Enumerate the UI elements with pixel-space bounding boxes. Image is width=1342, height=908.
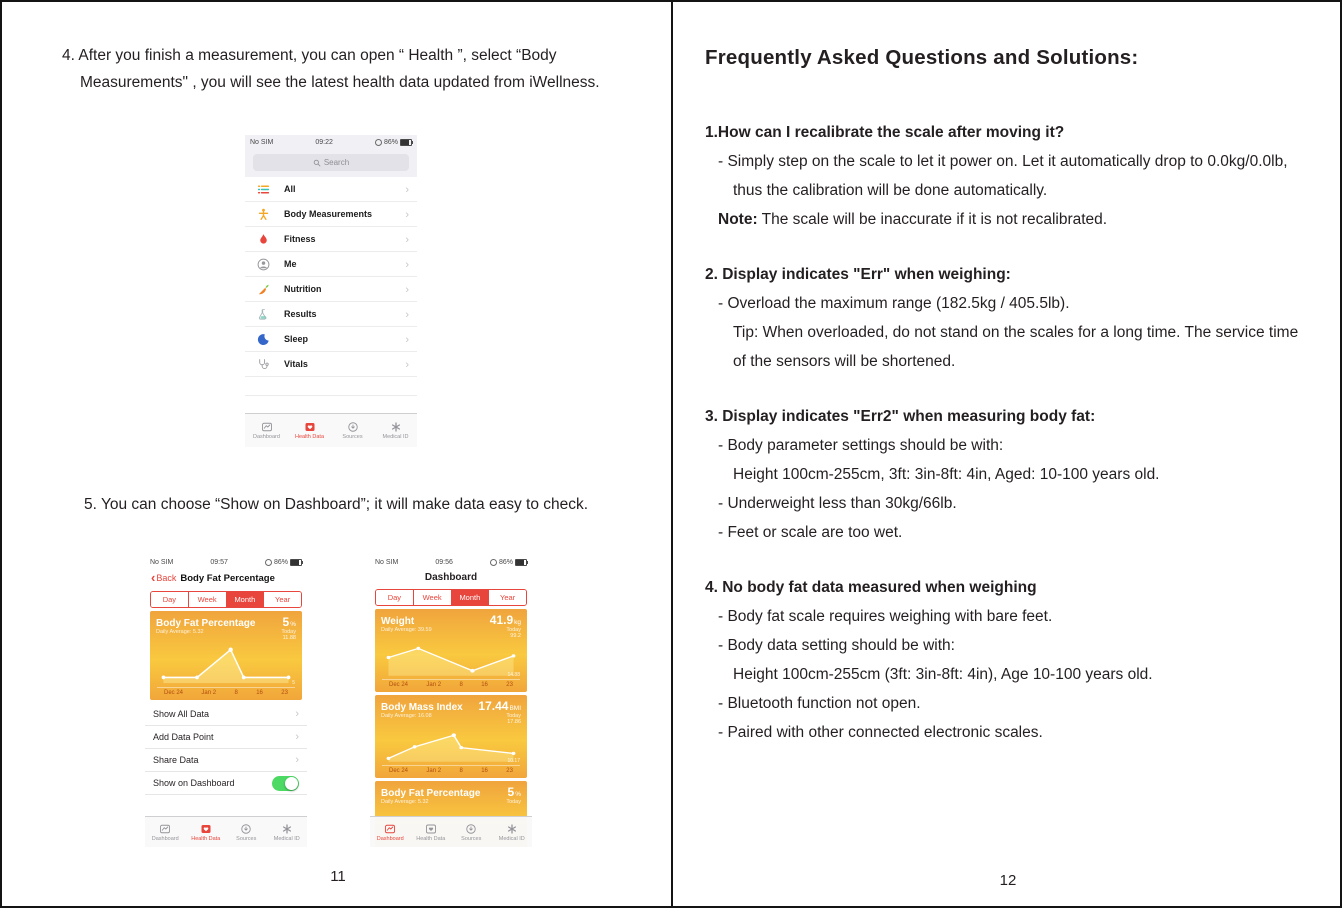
flame-icon [257,232,271,246]
faq-q4-heading: 4. No body fat data measured when weighing [705,579,1037,596]
screen-title: Dashboard [424,572,478,583]
menu-show-on-dashboard: Show on Dashboard [145,772,307,795]
status-bar [245,135,417,150]
faq-line: - Overload the maximum range (182.5kg / 405.5lb). [718,295,1070,312]
battery-percent: 86% [273,558,288,566]
health-app-screenshot [245,135,417,447]
axis-max: 11.88 [282,635,296,641]
list-item-results[interactable]: Results › [245,302,417,327]
list-icon [257,182,271,196]
tab-medical-id[interactable]: Medical ID [267,817,308,847]
faq-line: - Paired with other connected electronic scales. [718,724,1043,741]
bodyfat-chart-card: Body Fat Percentage 5 % Daily Average: 5.32 Today 11.88 5 Dec 24 Jan 2 8 16 23 [150,611,302,700]
tab-sources[interactable]: Sources [451,817,492,847]
segment-year[interactable]: Year [488,590,526,605]
dashboard-screenshot [370,555,532,847]
list-item-vitals[interactable]: Vitals › [245,352,417,377]
sources-icon [240,823,252,835]
clock-label: 09:56 [435,558,453,566]
status-bar [145,555,307,569]
faq-q1-heading: 1.How can I recalibrate the scale after moving it? [705,124,1065,141]
stethoscope-icon [257,357,271,371]
segment-day[interactable]: Day [151,592,188,607]
nav-bar [145,569,307,588]
axis-min: 5 [292,680,295,686]
tab-health-data[interactable]: Health Data [288,414,331,447]
status-bar [370,555,532,569]
faq-line: - Simply step on the scale to let it power on. Let it automatically drop to 0.0kg/0.0lb, [718,153,1288,170]
chevron-right-icon [405,280,409,298]
tab-dashboard[interactable]: Dashboard [145,817,186,847]
moon-icon [257,332,271,346]
search-input[interactable] [253,154,409,171]
faq-q3-heading: 3. Display indicates "Err2" when measuring body fat: [705,408,1096,425]
medical-id-icon [506,823,518,835]
list-item-all[interactable]: All › [245,177,417,202]
segment-day[interactable]: Day [376,590,413,605]
battery-percent: 86% [383,139,398,146]
tab-health-data[interactable]: Health Data [411,817,452,847]
dashboard-icon [159,823,171,835]
battery-icon [400,139,412,146]
rotation-lock-icon [490,559,497,566]
tab-bar [245,413,417,447]
health-data-icon [425,823,437,835]
tab-medical-id[interactable]: Medical ID [492,817,533,847]
faq-line: Note: The scale will be inaccurate if it is not recalibrated. [718,211,1108,228]
instruction-step-4 [62,42,600,96]
dashboard-icon [261,421,273,433]
segment-month[interactable]: Month [226,592,264,607]
list-item-body-measurements[interactable]: Body Measurements › [245,202,417,227]
x-axis-labels: Dec 24 Jan 2 8 16 23 [157,687,295,698]
battery-percent: 86% [498,558,513,566]
faq-body [705,118,1333,747]
period-segmented-control [375,589,527,606]
bodyfat-line-chart [156,643,296,687]
tab-bar [145,816,307,847]
faq-line: - Body parameter settings should be with: [718,437,1004,454]
chevron-right-icon [405,230,409,248]
faq-line: - Body data setting should be with: [718,637,955,654]
search-icon [313,159,321,167]
step4-line2: Measurements" , you will see the latest health data updated from iWellness. [80,74,600,91]
body-icon [257,207,271,221]
bmi-line-chart: 10.17 [381,727,521,765]
today-label: Today [281,629,296,635]
chevron-left-icon: ‹ [151,570,156,586]
chevron-right-icon [295,709,299,720]
back-button[interactable]: ‹ Back [151,570,177,586]
person-circle-icon [257,257,271,271]
health-data-icon [200,823,212,835]
chevron-right-icon [405,255,409,273]
carrier-label: No SIM [375,558,399,566]
list-item-me[interactable]: Me › [245,252,417,277]
medical-id-icon [281,823,293,835]
menu-show-all-data[interactable]: Show All Data › [145,703,307,726]
menu-add-data-point[interactable]: Add Data Point › [145,726,307,749]
sources-icon [347,421,359,433]
tab-medical-id[interactable]: Medical ID [374,414,417,447]
tab-bar [370,816,532,847]
faq-line: - Body fat scale requires weighing with bare feet. [718,608,1053,625]
flask-icon [257,307,271,321]
section-separator [245,395,417,396]
list-item-nutrition[interactable]: Nutrition › [245,277,417,302]
card-value: 5 [282,615,290,629]
page-divider [671,2,673,906]
bodyfat-screenshot [145,555,307,847]
sources-icon [465,823,477,835]
x-axis-labels: Dec 24 Jan 2 8 16 23 [382,679,520,690]
segment-week[interactable]: Week [413,590,451,605]
chevron-right-icon [405,330,409,348]
faq-line: Tip: When overloaded, do not stand on the scales for a long time. The service time [733,324,1299,341]
carrot-icon [257,282,271,296]
tab-dashboard[interactable]: Dashboard [245,414,288,447]
chevron-right-icon [295,755,299,766]
segment-year[interactable]: Year [263,592,301,607]
tab-dashboard[interactable]: Dashboard [370,817,411,847]
list-item-fitness[interactable]: Fitness › [245,227,417,252]
faq-q2-heading: 2. Display indicates "Err" when weighing: [705,266,1011,283]
bodyfat-chart-card[interactable]: Body Fat Percentage 5 % Daily Average: 5.32 Today [375,781,527,847]
step4-line1: 4. After you finish a measurement, you can open “ Health ”, select “Body [62,47,557,64]
faq-line: Height 100cm-255cm, 3ft: 3in-8ft: 4in, Aged: 10-100 years old. [733,466,1160,483]
card-unit: % [290,621,296,628]
dashboard-icon [384,823,396,835]
daily-average: Daily Average: 5.32 [156,629,204,635]
faq-line: of the sensors will be shortened. [733,353,956,370]
battery-icon [515,559,527,566]
chevron-right-icon [405,305,409,323]
chevron-right-icon [405,180,409,198]
tab-health-data[interactable]: Health Data [186,817,227,847]
page-number-right: 12 [999,872,1017,889]
faq-line: thus the calibration will be done automatically. [733,182,1048,199]
period-segmented-control [150,591,302,608]
faq-title: Frequently Asked Questions and Solutions: [705,46,1139,69]
faq-line: - Underweight less than 30kg/66lb. [718,495,957,512]
medical-id-icon [390,421,402,433]
weight-line-chart: 14.88 [381,641,521,679]
health-data-icon [304,421,316,433]
show-on-dashboard-toggle[interactable] [272,776,299,791]
rotation-lock-icon [265,559,272,566]
rotation-lock-icon [375,139,382,146]
search-area [245,150,417,177]
page-number-left: 11 [330,868,346,885]
clock-label: 09:57 [210,558,228,566]
tab-sources[interactable]: Sources [226,817,267,847]
carrier-label: No SIM [250,139,274,146]
screen-title: Body Fat Percentage [180,573,275,584]
carrier-label: No SIM [150,558,174,566]
faq-line: - Bluetooth function not open. [718,695,921,712]
faq-line: Height 100cm-255cm (3ft: 3in-8ft: 4in), Age 10-100 years old. [733,666,1153,683]
faq-line: - Feet or scale are too wet. [718,524,903,541]
weight-chart-card[interactable]: Weight 41.9 kg Daily Average: 39.59 Today 99.2 14.88 Dec 24 Jan 2 8 16 23 [375,609,527,692]
battery-icon [290,559,302,566]
tab-sources[interactable]: Sources [331,414,374,447]
chevron-right-icon [405,355,409,373]
chevron-right-icon [405,205,409,223]
chevron-right-icon [295,732,299,743]
list-item-sleep[interactable]: Sleep › [245,327,417,352]
clock-label: 09:22 [315,139,333,146]
instruction-step-5: 5. You can choose “Show on Dashboard”; it will make data easy to check. [84,496,589,513]
segment-month[interactable]: Month [451,590,489,605]
x-axis-labels: Dec 24 Jan 2 8 16 23 [382,765,520,776]
segment-week[interactable]: Week [188,592,226,607]
menu-share-data[interactable]: Share Data › [145,749,307,772]
search-placeholder: Search [323,158,350,167]
bmi-chart-card[interactable]: Body Mass Index 17.44 BMI Daily Average: 16.08 Today 17.86 10.17 Dec 24 Jan 2 8 16 23 [375,695,527,778]
